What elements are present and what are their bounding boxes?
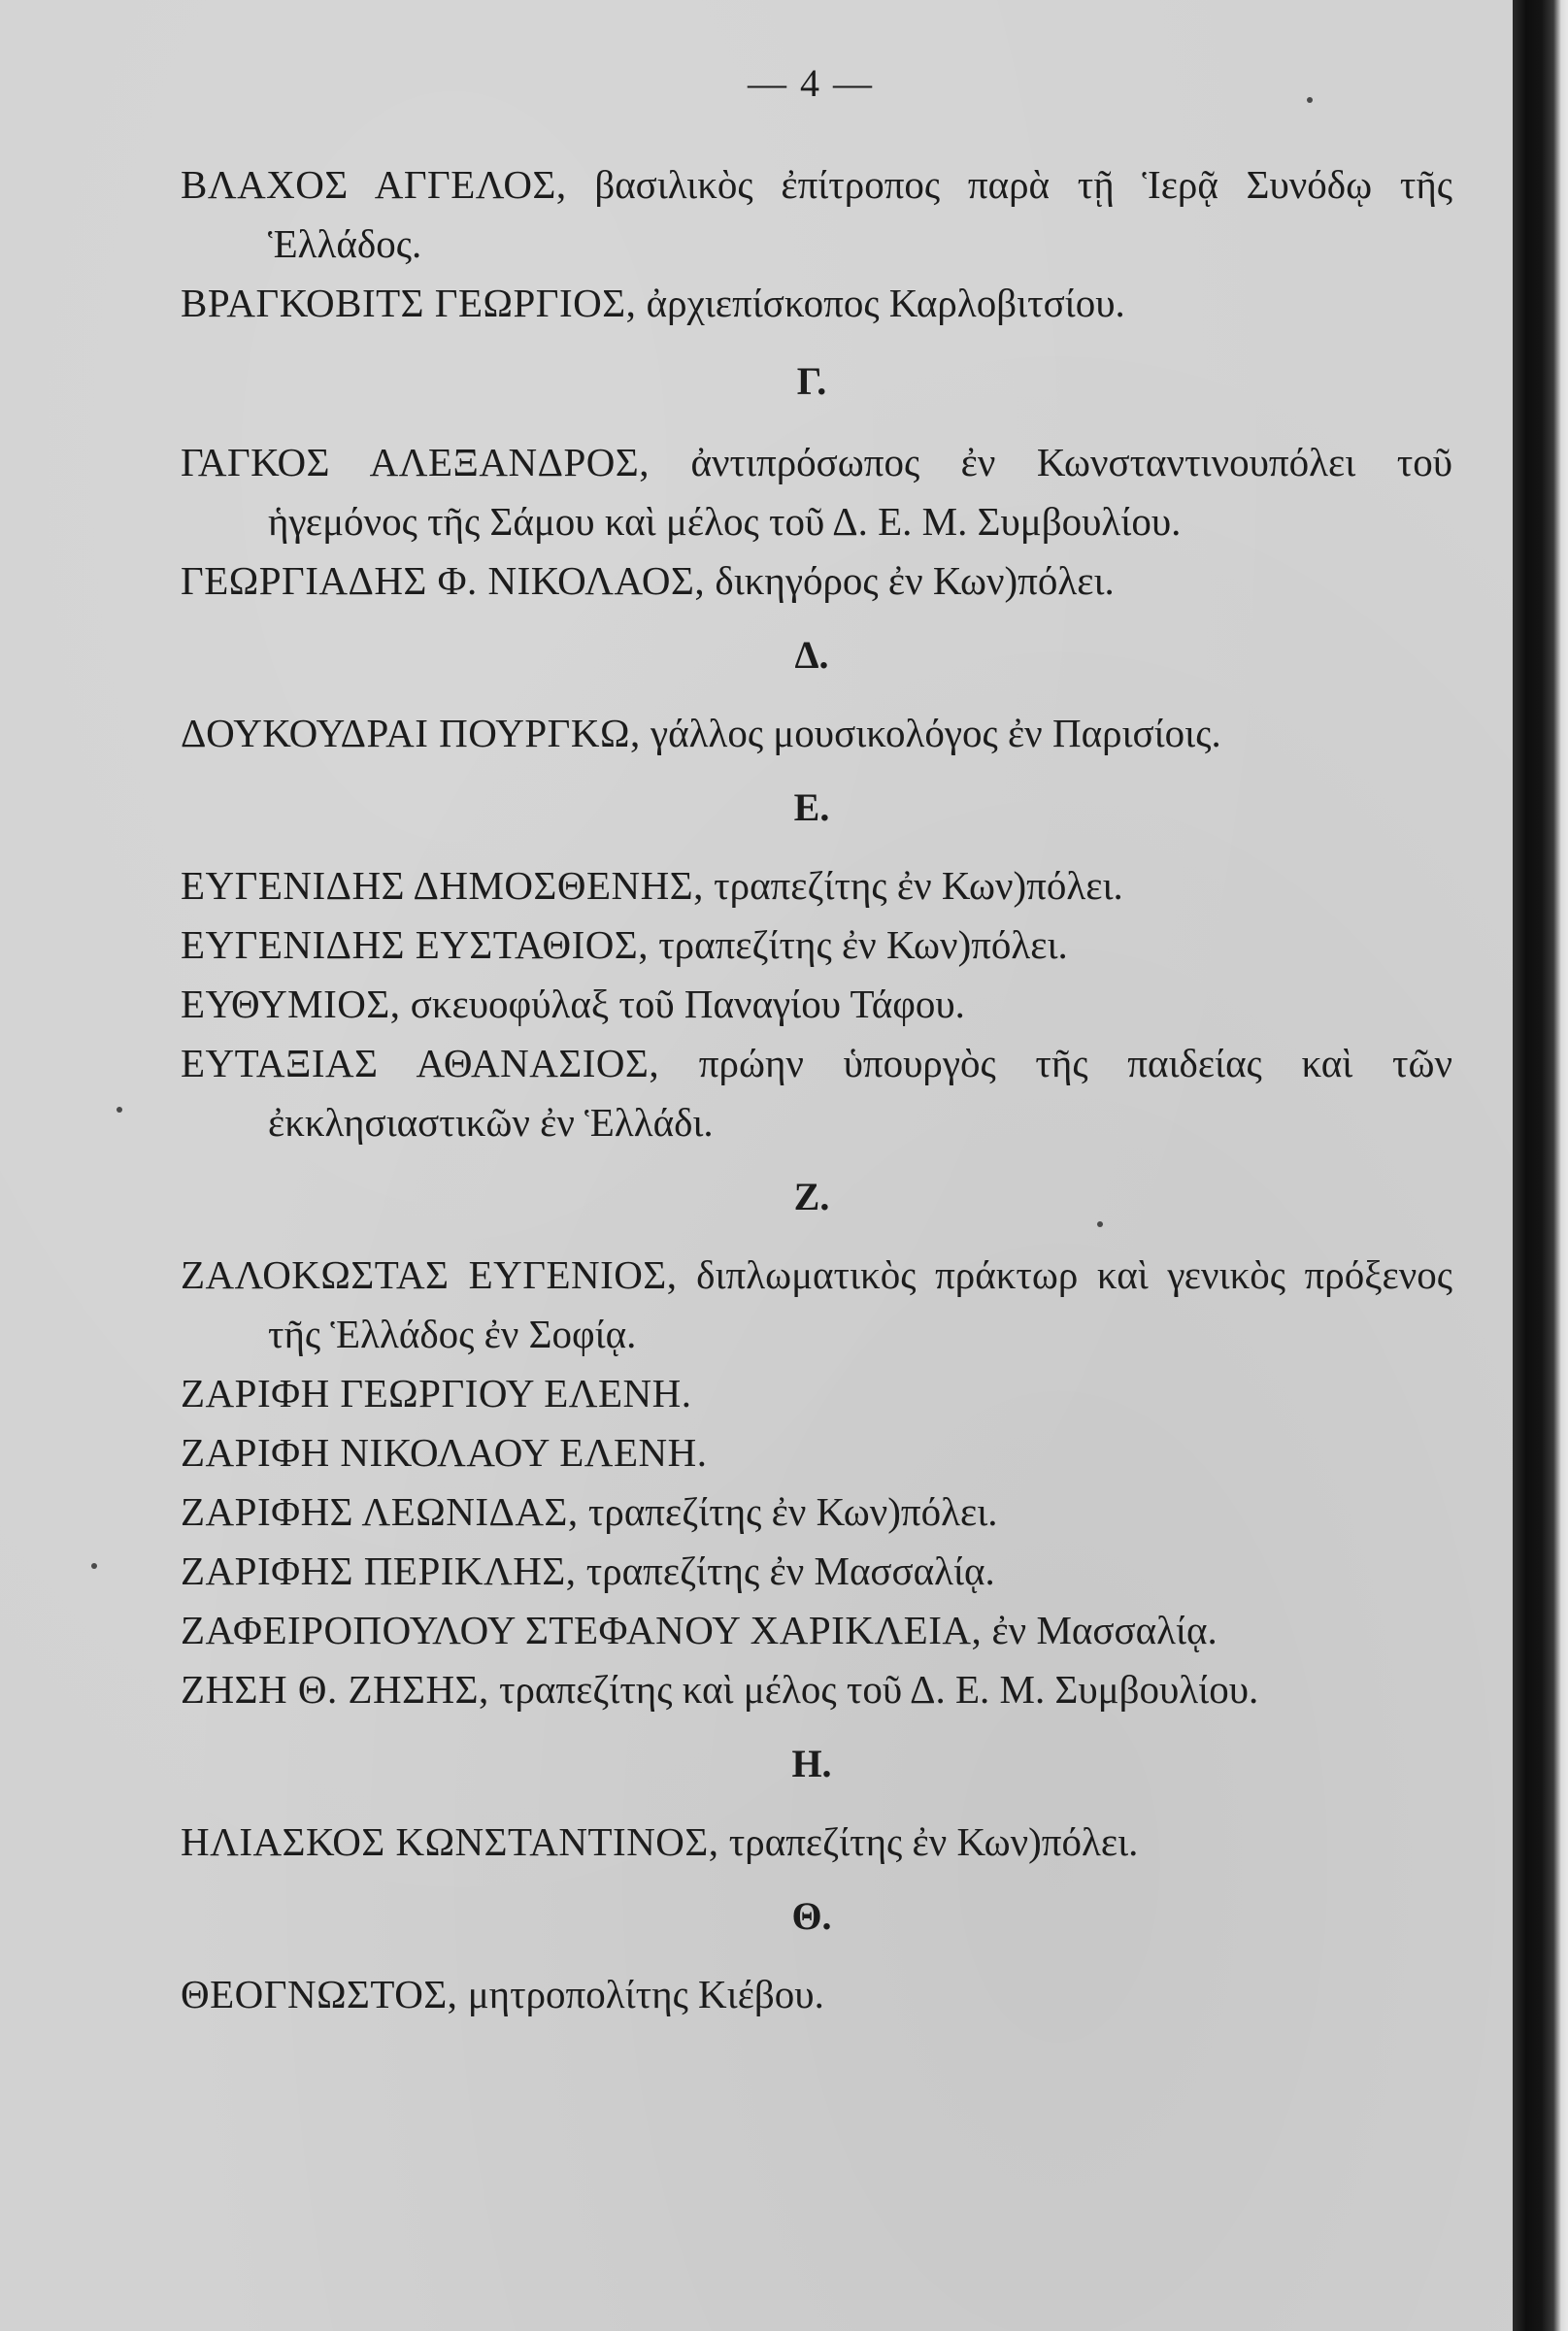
entry [181,1423,1452,1482]
entry [181,274,1452,333]
entry-name: ΕΥΤΑΞΙΑΣ ΑΘΑΝΑΣΙΟΣ, [181,1041,660,1085]
entry [181,1364,1452,1423]
entry-description: δικηγόρος ἐν Κων)πόλει. [715,558,1115,603]
entry [181,155,1452,274]
entry [181,1813,1452,1872]
entry-description: σκευοφύλαξ τοῦ Παναγίου Τάφου. [410,982,965,1026]
entry-description: τραπεζίτης ἐν Κων)πόλει. [658,922,1068,967]
section-letter-heading: Η. [791,1742,832,1785]
entry-description: βασιλικὸς ἐπίτροπος παρὰ τῇ Ἱερᾷ Συνόδῳ τῆς Ἑλλάδος. [268,162,1453,266]
entry-name: ΖΑΡΙΦΗΣ ΛΕΩΝΙΔΑΣ, [181,1489,579,1534]
entry-name: ΔΟΥΚΟΥΔΡΑΙ ΠΟΥΡΓΚΩ, [181,711,641,755]
entry-list [181,155,1452,2024]
print-speck [1307,97,1313,103]
entry-name: ΕΥΓΕΝΙΔΗΣ ΔΗΜΟΣΘΕΝΗΣ, [181,863,704,908]
entry-name: ΖΑΡΙΦΗΣ ΠΕΡΙΚΛΗΣ, [181,1548,577,1593]
entry [181,856,1452,916]
entry-name: ΖΑΡΙΦΗ ΝΙΚΟΛΑΟΥ ΕΛΕΝΗ. [181,1430,708,1475]
entry-name: ΖΑΦΕΙΡΟΠΟΥΛΟΥ ΣΤΕΦΑΝΟΥ ΧΑΡΙΚΛΕΙΑ, [181,1608,983,1652]
section-letter-heading: Θ. [791,1894,832,1938]
entry-description: τραπεζίτης ἐν Μασσαλίᾳ. [585,1548,995,1593]
entry-name: ΓΕΩΡΓΙΑΔΗΣ Φ. ΝΙΚΟΛΑΟΣ, [181,558,706,603]
entry [181,704,1452,763]
entry [181,1482,1452,1542]
entry-name: ΓΑΓΚΟΣ ΑΛΕΞΑΝΔΡΟΣ, [181,440,650,484]
entry-name: ΒΛΑΧΟΣ ΑΓΓΕΛΟΣ, [181,162,567,207]
entry [181,551,1452,611]
entry-description: διπλωματικὸς πράκτωρ καὶ γενικὸς πρόξενος τῆς Ἑλλάδος ἐν Σοφίᾳ. [268,1252,1453,1356]
book-spine-shadow [1513,0,1568,2331]
print-speck [117,1107,122,1113]
entry-name: ΘΕΟΓΝΩΣΤΟΣ, [181,1972,458,2016]
entry-description: ἀντιπρόσωπος ἐν Κωνσταντινουπόλει τοῦ ἡγεμόνος τῆς Σάμου καὶ μέλος τοῦ Δ. Ε. Μ. Συμβουλίου. [268,440,1452,544]
entry [181,433,1452,551]
section-letter-heading: Ζ. [793,1175,830,1218]
entry-description: γάλλος μουσικολόγος ἐν Παρισίοις. [650,711,1221,755]
entry [181,1601,1452,1660]
section-letter-heading: Ε. [793,785,830,829]
page-number: — 4 — [748,61,874,105]
entry-name: ΖΑΡΙΦΗ ΓΕΩΡΓΙΟΥ ΕΛΕΝΗ. [181,1371,692,1415]
entry-name: ΕΥΘΥΜΙΟΣ, [181,982,401,1026]
entry-description: μητροπολίτης Κιέβου. [467,1972,824,2016]
print-speck [1097,1221,1103,1227]
print-speck [91,1563,97,1569]
entry-description: τραπεζίτης καὶ μέλος τοῦ Δ. Ε. Μ. Συμβουλίου. [498,1667,1259,1712]
entry-name: ΖΑΛΟΚΩΣΤΑΣ ΕΥΓΕΝΙΟΣ, [181,1252,678,1297]
entry [181,975,1452,1034]
entry-description: ἀρχιεπίσκοπος Καρλοβιτσίου. [646,281,1125,325]
section-letter-heading: Γ. [796,359,827,403]
entry [181,1965,1452,2024]
entry [181,1542,1452,1601]
entry [181,1660,1452,1719]
entry-description: τραπεζίτης ἐν Κων)πόλει. [587,1489,998,1534]
entry-description: πρώην ὑπουργὸς τῆς παιδείας καὶ τῶν ἐκκλησιαστικῶν ἐν Ἑλλάδι. [268,1041,1452,1145]
entry-description: τραπεζίτης ἐν Κων)πόλει. [728,1819,1139,1864]
entry-description: τραπεζίτης ἐν Κων)πόλει. [714,863,1123,908]
entry-name: ΗΛΙΑΣΚΟΣ ΚΩΝΣΤΑΝΤΙΝΟΣ, [181,1819,719,1864]
entry [181,1246,1452,1364]
entry-name: ΖΗΣΗ Θ. ΖΗΣΗΣ, [181,1667,489,1712]
section-letter-heading: Δ. [794,633,829,677]
entry [181,916,1452,975]
entry-name: ΒΡΑΓΚΟΒΙΤΣ ΓΕΩΡΓΙΟΣ, [181,281,637,325]
entry [181,1034,1452,1152]
entry-name: ΕΥΓΕΝΙΔΗΣ ΕΥΣΤΑΘΙΟΣ, [181,922,649,967]
entry-description: ἐν Μασσαλίᾳ. [991,1608,1218,1652]
